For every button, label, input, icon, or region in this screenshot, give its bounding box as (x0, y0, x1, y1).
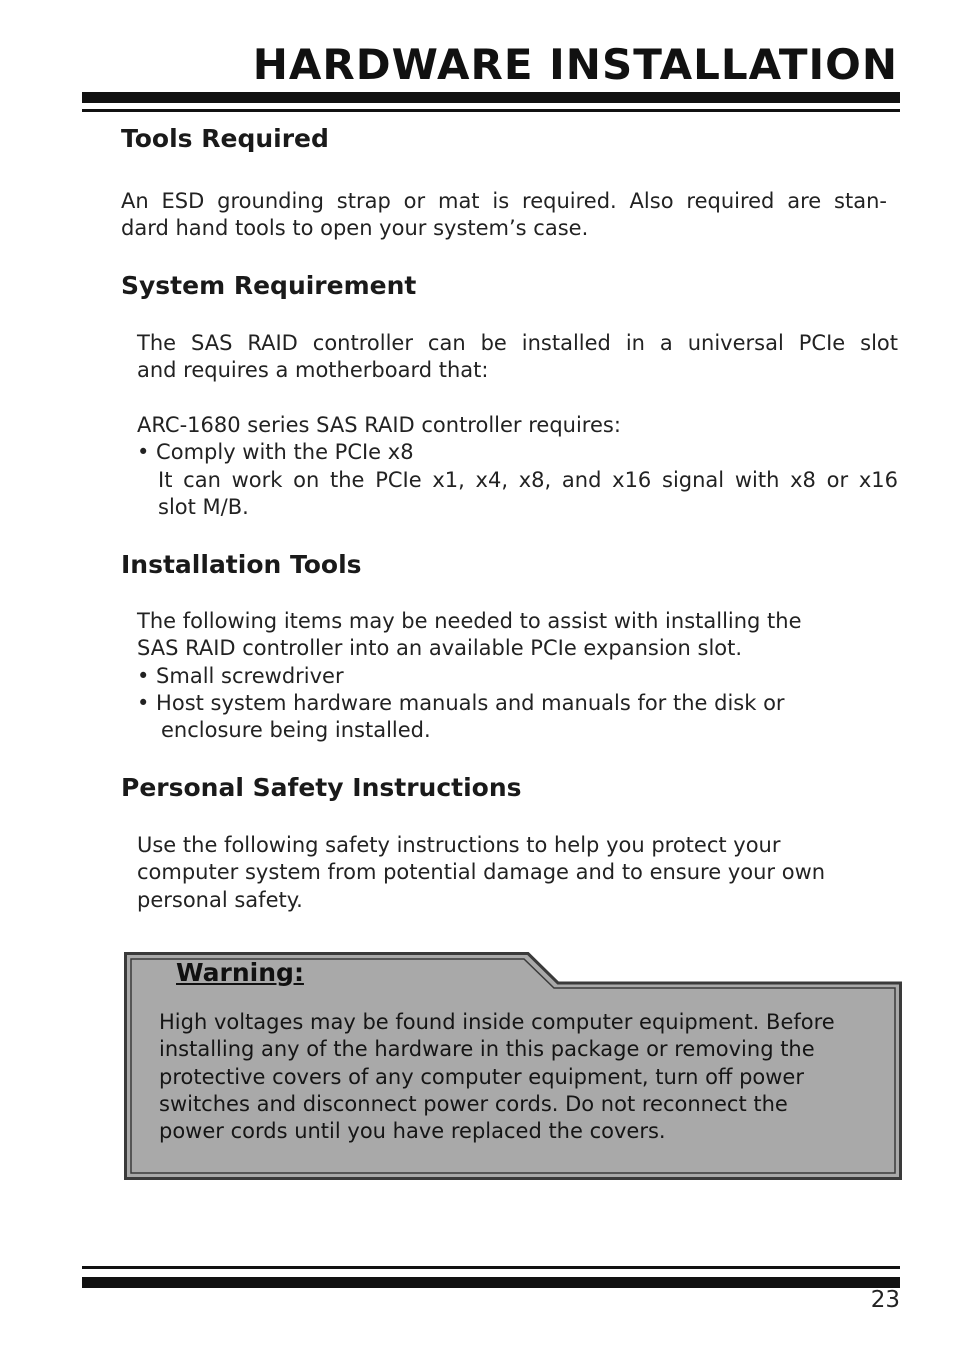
system-requirement-paragraph (137, 330, 898, 385)
system-requirement-list (137, 412, 898, 521)
footer-rule-thin (82, 1266, 900, 1269)
paragraph-line: The following items may be needed to assist with installing the (137, 609, 802, 633)
paragraph-line: personal safety. (137, 887, 303, 912)
paragraph-line: SAS RAID controller into an available PCIe expansion slot. (137, 636, 743, 661)
paragraph-line: Use the following safety instructions to help you protect your (137, 833, 781, 857)
paragraph-line: computer system from potential damage and to ensure your own (137, 860, 826, 885)
series-line: ARC-1680 series SAS RAID controller requires: (137, 413, 621, 437)
header-rule-thick (82, 92, 900, 103)
list-item-continuation: It can work on the PCIe x1, x4, x8, and x16 signal with x8 or x16 (158, 467, 898, 492)
footer-rule-thick (82, 1277, 900, 1288)
list-item: • Small screwdriver (137, 663, 344, 688)
installation-tools-paragraph (137, 608, 898, 744)
paragraph-line: An ESD grounding strap or mat is required. Also required are stan- (121, 189, 887, 213)
paragraph-line: dard hand tools to open your system’s case. (121, 216, 589, 241)
warning-line: installing any of the hardware in this package or removing the (159, 1037, 815, 1062)
heading-installation-tools: Installation Tools (121, 550, 362, 579)
paragraph-line: and requires a motherboard that: (137, 358, 489, 383)
list-item-continuation: enclosure being installed. (161, 718, 431, 743)
heading-tools-required: Tools Required (121, 124, 329, 153)
paragraph-line: The SAS RAID controller can be installed in a universal PCIe slot (137, 331, 898, 355)
chapter-title: HARDWARE INSTALLATION (252, 40, 898, 89)
header-rule-thin (82, 109, 900, 112)
warning-line: protective covers of any computer equipment, turn off power (159, 1064, 804, 1089)
page-number: 23 (870, 1287, 900, 1313)
warning-line: High voltages may be found inside computer equipment. Before (159, 1010, 835, 1034)
list-item: • Host system hardware manuals and manuals for the disk or (137, 690, 785, 715)
list-item-continuation: slot M/B. (158, 494, 249, 519)
warning-text (159, 1009, 897, 1145)
warning-line: switches and disconnect power cords. Do not reconnect the (159, 1091, 788, 1116)
list-item: • Comply with the PCIe x8 (137, 440, 414, 465)
heading-personal-safety: Personal Safety Instructions (121, 773, 522, 802)
heading-system-requirement: System Requirement (121, 271, 417, 300)
warning-line: power cords until you have replaced the covers. (159, 1119, 666, 1144)
tools-required-paragraph (121, 188, 887, 243)
personal-safety-paragraph (137, 832, 898, 914)
warning-label: Warning: (176, 958, 304, 987)
